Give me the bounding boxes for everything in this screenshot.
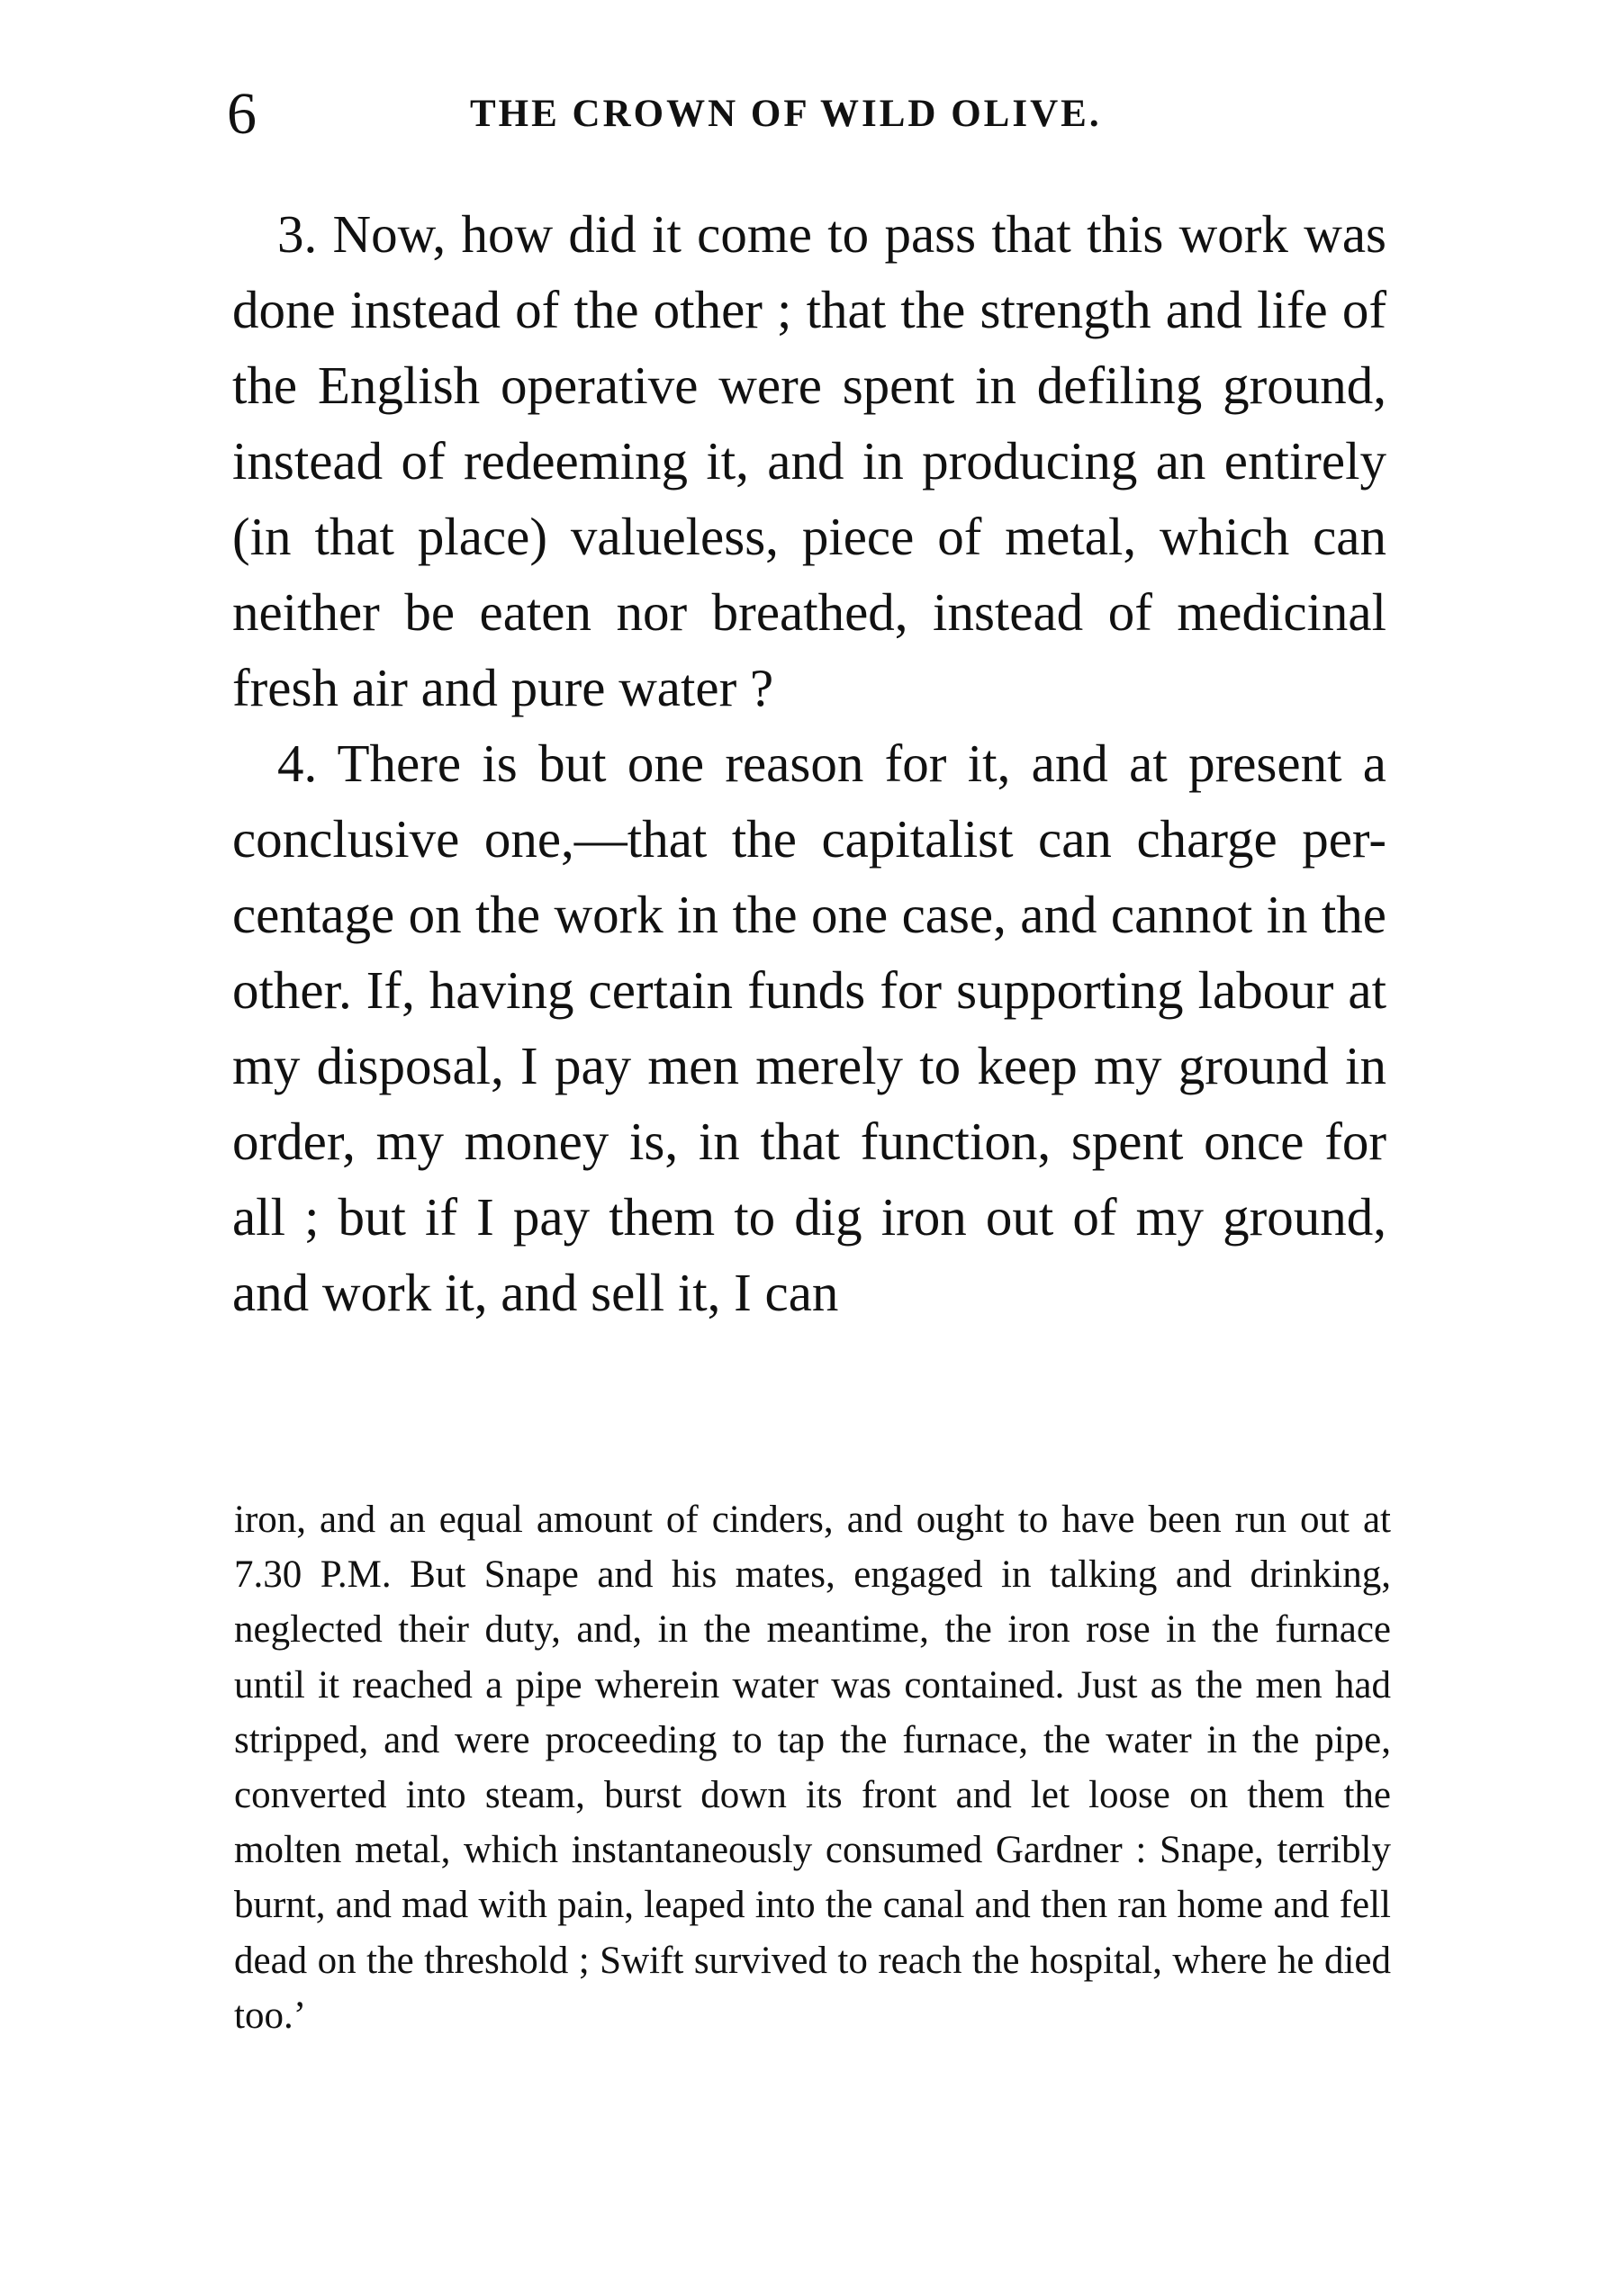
page-number: 6 <box>227 81 257 147</box>
body-text <box>232 196 1386 1330</box>
paragraph-4: 4. There is but one reason for it, and at present a conclusive one,—that the capitalist can charge per-centage on the work in the one case, and cannot in the other. If, having certain funds for supporting labour at my disposal, I pay men merely to keep my ground in order, my money is, in that function, spent once for all ; but if I pay them to dig iron out of my ground, and work it, and sell it, I can <box>232 734 1386 1322</box>
page-header <box>227 65 1397 164</box>
running-title: THE CROWN OF WILD OLIVE. <box>470 93 1102 135</box>
paragraph-3: 3. Now, how did it come to pass that this work was done instead of the other ; that the strength and life of the English operative were spent in defiling ground, instead of redeeming it, and in producing an entirely (in that place) valueless, piece of metal, which can neither be eaten nor breathed, instead of medicinal fresh air and pure water ? <box>232 204 1386 717</box>
footnote: iron, and an equal amount of cinders, and ought to have been run out at 7.30 P.M. But Snape and his mates, engaged in talking and drinking, neglected their duty, and, in the meantime, the iron rose in the furnace until it reached a pipe wherein water was contained. Just as the men had stripped, and were proceeding to tap the furnace, the water in the pipe, converted into steam, burst down its front and let loose on them the molten metal, which instantaneously consumed Gardner : Snape, terribly burnt, and mad with pain, leaped into the canal and then ran home and fell dead on the threshold ; Swift survived to reach the hospital, where he died too.’ <box>234 1499 1391 2037</box>
